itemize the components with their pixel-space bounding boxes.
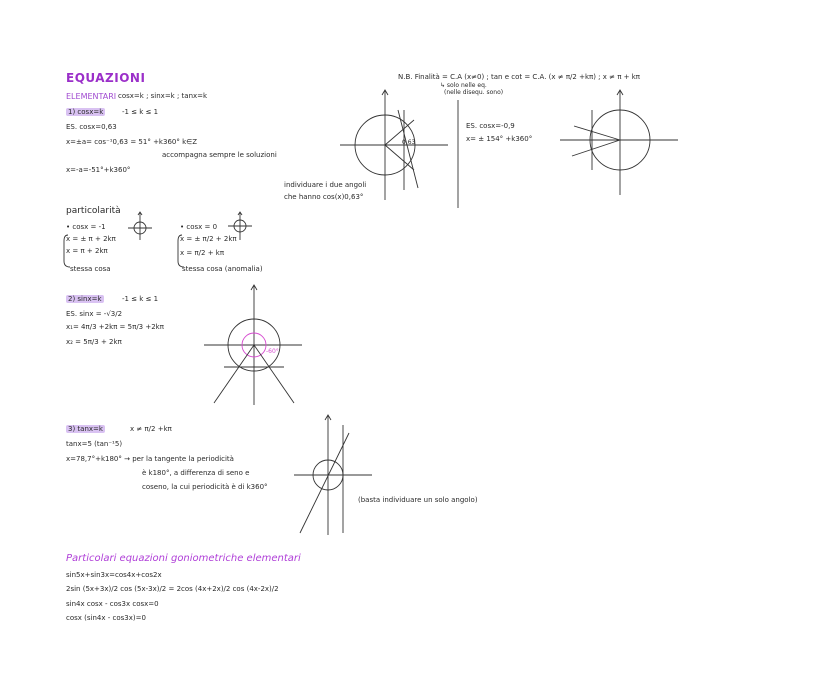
sec2-x1: x₁= 4π/3 +2kπ = 5π/3 +2kπ (66, 323, 164, 331)
unit-circle-sin-figure (204, 285, 304, 410)
es2-line1: ES. cosx=-0,9 (466, 122, 515, 130)
part-b2: x = ± π/2 + 2kπ (180, 235, 237, 243)
figure1-label: 0,63 (402, 139, 416, 146)
angle-ray-upper (574, 126, 620, 140)
sec1-heading-text: 1) cosx=k (68, 108, 104, 116)
part-a3: x = π + 2kπ (66, 247, 108, 255)
sec3-line4: coseno, la cui periodicità è di k360° (142, 483, 268, 491)
sec2-x2: x₂ = 5π/3 + 2kπ (66, 338, 122, 346)
particolari-heading: Particolari equazioni goniometriche elementari (66, 553, 301, 564)
angle-ray-lower (572, 140, 620, 156)
part-a1: • cosx = -1 (66, 223, 106, 231)
mini-circle-a (128, 212, 152, 240)
es2-line2: x= ± 154° +k360° (466, 135, 533, 143)
sec2-heading-text: 2) sinx=k (68, 295, 102, 303)
part-b-brace (176, 233, 188, 269)
particolari-l1: sin5x+sin3x=cos4x+cos2x (66, 571, 162, 579)
unit-circle-tan-figure (294, 415, 374, 540)
particolari-l3: sin4x cosx - cos3x cosx=0 (66, 600, 159, 608)
sec2-es: ES. sinx = -√3/2 (66, 310, 123, 318)
sec2-range: -1 ≤ k ≤ 1 (122, 295, 159, 303)
unit-circle-cos-figure (340, 90, 450, 210)
part-a2: x = ± π + 2kπ (66, 235, 116, 243)
ray-left (214, 345, 254, 403)
particolari-l4: cosx (sin4x - cos3x)=0 (66, 614, 146, 622)
part-b4: stessa cosa (anomalia) (182, 265, 263, 273)
particolari-l2: 2sin (5x+3x)/2 cos (5x-3x)/2 = 2cos (4x+2x)/2 cos (4x-2x)/2 (66, 585, 279, 593)
sec3-line1: tanx=5 (tan⁻¹5) (66, 440, 123, 448)
nb-line1: N.B. Finalità = C.A (x≠0) ; tan e cot = C.A. (x ≠ π/2 +kπ) ; x ≠ π + kπ (398, 73, 641, 81)
sec1-range: -1 ≤ k ≤ 1 (122, 108, 159, 116)
particolarita-heading: particolarità (66, 206, 121, 216)
sec2-angle: -60° (266, 348, 279, 355)
part-a-brace (62, 233, 74, 269)
nb-line3: (nelle disequ. sono) (444, 89, 504, 96)
sec3-heading (66, 425, 105, 434)
sec3-period: x ≠ π/2 +kπ (130, 425, 172, 433)
nb-line2: ↳ solo nelle eq. (440, 82, 487, 89)
sec3-heading-text: 3) tanx=k (68, 425, 103, 433)
part-b1: • cosx = 0 (180, 223, 218, 231)
sec1-caption1: individuare i due angoli (284, 181, 367, 189)
sec1-solution: x=±a= cos⁻¹0,63 = 51° +k360° k∈Z (66, 138, 198, 146)
sec3-caption: (basta individuare un solo angolo) (358, 496, 478, 504)
vertical-divider (456, 100, 460, 210)
elementari-label: ELEMENTARI (66, 92, 117, 101)
sec2-heading (66, 295, 104, 304)
part-b3: x = π/2 + kπ (180, 249, 225, 257)
mini-circle-b (228, 212, 252, 240)
sec1-note: accompagna sempre le soluzioni (162, 151, 277, 159)
page-title: EQUAZIONI (66, 71, 146, 85)
tan-ray (300, 433, 349, 533)
angle-ray-lower (385, 145, 414, 170)
sec1-heading (66, 108, 105, 117)
sec1-caption2: che hanno cos(x)0,63° (284, 193, 364, 201)
part-a4: stessa cosa (70, 265, 111, 273)
sec1-neg: x=-a=-51°+k360° (66, 166, 131, 174)
unit-circle-neg-cos-figure (560, 90, 680, 200)
sec1-es: ES. cosx=0,63 (66, 123, 117, 131)
sec3-line3: è k180°, a differenza di seno e (142, 469, 250, 477)
sec3-line2: x=78,7°+k180° → per la tangente la periodicità (66, 455, 234, 463)
elementari-formula: cosx=k ; sinx=k ; tanx=k (118, 92, 208, 100)
